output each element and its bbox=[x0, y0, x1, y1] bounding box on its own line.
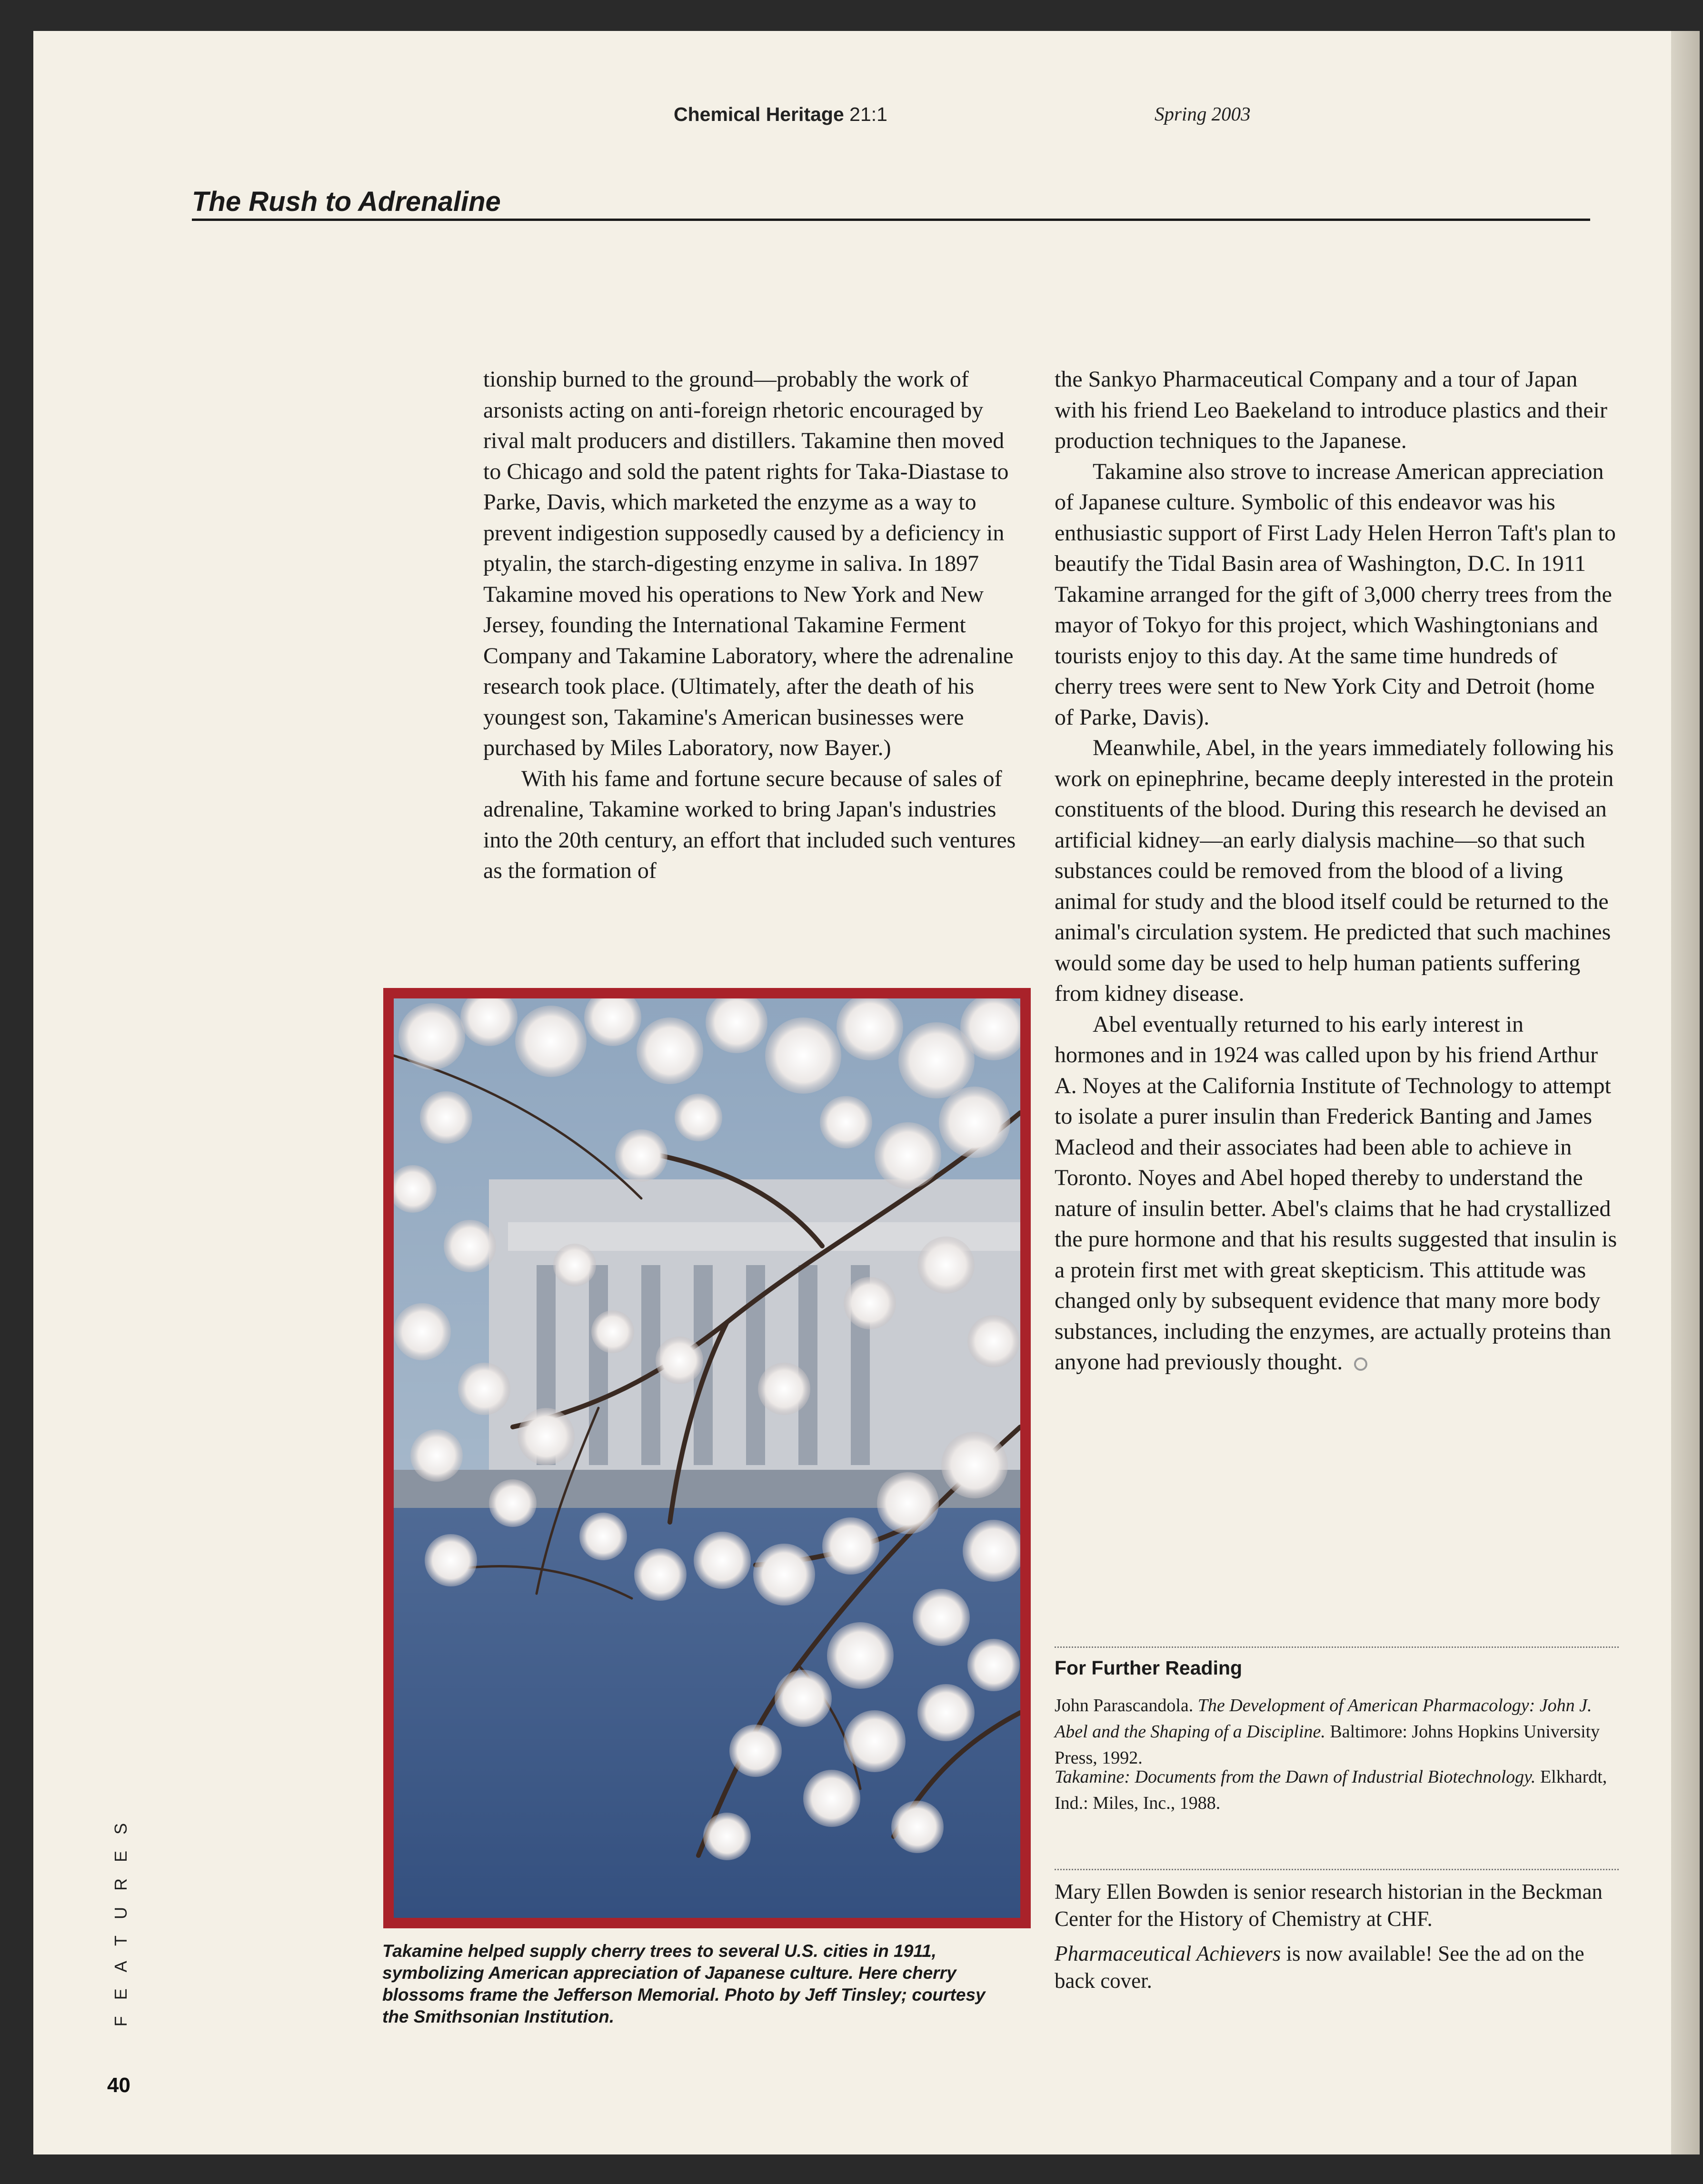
ad-title: Pharmaceutical Achievers bbox=[1055, 1942, 1281, 1965]
paragraph: tionship burned to the ground—probably the work of arsonists acting on anti-foreign rhetoric encouraged by rival malt producers and distillers. Takamine then moved to Chicago and sold the patent rights for Taka-Diastase to Parke, Davis, which marketed the enzyme as a way to prevent indigestion supposedly caused by a deficiency in ptyalin, the starch-digesting enzyme in saliva. In 1897 Takamine moved his operations to New York and New Jersey, founding the International Takamine Ferment Company and Takamine Laboratory, where the adrenaline research took place. (Ultimately, after the death of his youngest son, Takamine's American businesses were purchased by Miles Laboratory, now Bayer.) bbox=[483, 367, 1014, 760]
left-column bbox=[483, 364, 1024, 887]
section-rule bbox=[192, 219, 1590, 221]
paragraph: the Sankyo Pharmaceutical Company and a tour of Japan with his friend Leo Baekeland to introduce plastics and their production techniques to the Japanese. bbox=[1055, 367, 1607, 453]
magazine-page bbox=[33, 31, 1671, 2154]
further-reading-heading: For Further Reading bbox=[1055, 1657, 1243, 1679]
paragraph-text: Abel eventually returned to his early interest in hormones and in 1924 was called upon by his friend Arthur A. Noyes at the California Institute of Technology to attempt to isolate a purer insulin than Frederick Banting and James Macleod and their associates had been able to achieve in Toronto. Noyes and Abel hoped thereby to understand the nature of insulin better. Abel's claims that he had crystallized the pure hormone and that his results suggested that insulin is a protein first met with great skepticism. This attitude was changed only by subsequent evidence that many more body substances, including the enzymes, are actually proteins than anyone had previously thought. bbox=[1055, 1011, 1617, 1375]
paragraph: Takamine also strove to increase American appreciation of Japanese culture. Symbolic of this endeavor was his enthusiastic support of First Lady Helen Herron Taft's plan to beautify the Tidal Basin area of Washington, D.C. In 1911 Takamine arranged for the gift of 3,000 cherry trees from the mayor of Tokyo for this project, which Washingtonians and tourists enjoy to this day. At the same time hundreds of cherry trees were sent to New York City and Detroit (home of Parke, Davis). bbox=[1055, 459, 1616, 730]
ad-notice bbox=[1055, 1940, 1619, 1995]
journal-issue: 21:1 bbox=[849, 103, 887, 125]
issue-season: Spring 2003 bbox=[1155, 103, 1251, 125]
journal-title: Chemical Heritage bbox=[674, 103, 844, 125]
cherry-blossom-image bbox=[394, 998, 1020, 1918]
paragraph: With his fame and fortune secure because of sales of adrenaline, Takamine worked to bring Japan's industries into the 20th century, an effort that included such ventures as the formation of bbox=[483, 766, 1016, 883]
right-column bbox=[1055, 364, 1619, 1378]
reference-author: John Parascandola. bbox=[1055, 1695, 1194, 1715]
end-mark-icon bbox=[1354, 1357, 1367, 1371]
reference-title: Takamine: Documents from the Dawn of Industrial Biotechnology. bbox=[1055, 1767, 1536, 1787]
cherry-blossom-photo bbox=[394, 998, 1020, 1918]
photo-frame bbox=[383, 988, 1031, 1928]
running-header bbox=[33, 79, 1671, 125]
journal-name bbox=[674, 103, 887, 126]
reference-publisher: Baltimore: Johns Hopkins University Press, 1992. bbox=[1055, 1722, 1600, 1768]
further-reading-top-rule bbox=[1055, 1646, 1619, 1648]
reference-item bbox=[1055, 1764, 1619, 1816]
paragraph bbox=[1055, 1009, 1619, 1378]
author-note-top-rule bbox=[1055, 1869, 1619, 1870]
page-edge bbox=[1671, 31, 1700, 2154]
section-title: The Rush to Adrenaline bbox=[192, 186, 501, 217]
reference-publisher: Elkhardt, Ind.: Miles, Inc., 1988. bbox=[1055, 1767, 1607, 1813]
ad-text: is now available! See the ad on the back cover. bbox=[1055, 1942, 1584, 1993]
author-bio: Mary Ellen Bowden is senior research historian in the Beckman Center for the History of Chemistry at CHF. bbox=[1055, 1880, 1603, 1931]
reference-item bbox=[1055, 1693, 1619, 1771]
photo-caption: Takamine helped supply cherry trees to several U.S. cities in 1911, symbolizing American appreciation of Japanese culture. Here cherry blossoms frame the Jefferson Memorial. Photo by Jeff Tinsley; courtesy the Smithsonian Institution. bbox=[382, 1941, 986, 2026]
reference-title: The Development of American Pharmacology: John J. Abel and the Shaping of a Discipline. bbox=[1055, 1695, 1592, 1742]
paragraph: Meanwhile, Abel, in the years immediately following his work on epinephrine, became deeply interested in the protein constituents of the blood. During this research he devised an artificial kidney—an early dialysis machine—so that such substances could be removed from the blood of a living animal for study and the blood itself could be returned to the animal's circulation system. He predicted that such machines would some day be used to help human patients suffering from kidney disease. bbox=[1055, 735, 1614, 1006]
features-letters: FEATURES bbox=[111, 1807, 130, 2027]
features-label bbox=[104, 1807, 132, 2026]
page-number: 40 bbox=[107, 2074, 130, 2097]
